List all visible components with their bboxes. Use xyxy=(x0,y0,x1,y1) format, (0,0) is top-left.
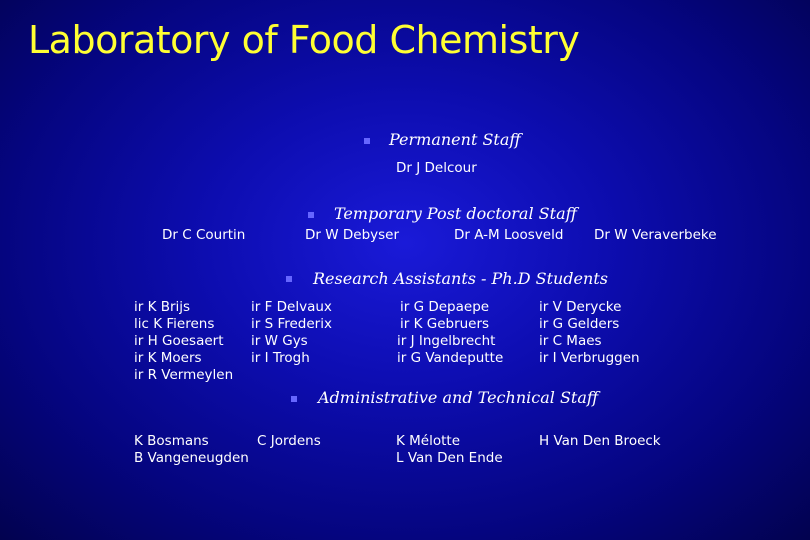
admin-staff-heading: Administrative and Technical Staff xyxy=(318,388,599,407)
postdoc-name: Dr W Veraverbeke xyxy=(594,227,717,243)
research-name: ir V Derycke xyxy=(539,299,622,315)
research-column xyxy=(397,299,503,367)
research-column xyxy=(539,299,640,367)
research-name: ir G Depaepe xyxy=(400,299,490,315)
research-name: ir I Verbruggen xyxy=(539,350,640,366)
research-column xyxy=(134,299,233,384)
slide-title: Laboratory of Food Chemistry xyxy=(28,18,580,62)
postdoc-staff-heading: Temporary Post doctoral Staff xyxy=(334,204,577,223)
admin-name: K Mélotte xyxy=(396,433,460,449)
admin-name: B Vangeneugden xyxy=(134,450,249,466)
research-name: ir H Goesaert xyxy=(134,333,224,349)
research-name: ir F Delvaux xyxy=(251,299,332,315)
research-name: ir C Maes xyxy=(539,333,602,349)
research-name: ir K Moers xyxy=(134,350,202,366)
postdoc-name: Dr W Debyser xyxy=(305,227,400,243)
research-name: ir S Frederix xyxy=(251,316,332,332)
research-column xyxy=(251,299,332,367)
admin-name: L Van Den Ende xyxy=(396,450,503,466)
permanent-staff-heading: Permanent Staff xyxy=(389,130,521,149)
research-assistants-heading: Research Assistants - Ph.D Students xyxy=(313,269,608,288)
admin-name: K Bosmans xyxy=(134,433,209,449)
bullet-icon xyxy=(308,212,314,218)
research-name: ir W Gys xyxy=(251,333,308,349)
bullet-icon xyxy=(286,276,292,282)
research-name: lic K Fierens xyxy=(134,316,215,332)
postdoc-name: Dr C Courtin xyxy=(162,227,246,243)
research-name: ir G Gelders xyxy=(539,316,620,332)
research-name: ir I Trogh xyxy=(251,350,310,366)
research-name: ir R Vermeylen xyxy=(134,367,234,383)
permanent-staff-name: Dr J Delcour xyxy=(396,160,477,176)
bullet-icon xyxy=(364,138,370,144)
research-name: ir G Vandeputte xyxy=(397,350,504,366)
admin-name: H Van Den Broeck xyxy=(539,433,661,449)
admin-name: C Jordens xyxy=(257,433,321,449)
research-name: ir K Gebruers xyxy=(400,316,490,332)
postdoc-name: Dr A-M Loosveld xyxy=(454,227,564,243)
bullet-icon xyxy=(291,396,297,402)
research-name: ir K Brijs xyxy=(134,299,191,315)
research-name: ir J Ingelbrecht xyxy=(397,333,496,349)
